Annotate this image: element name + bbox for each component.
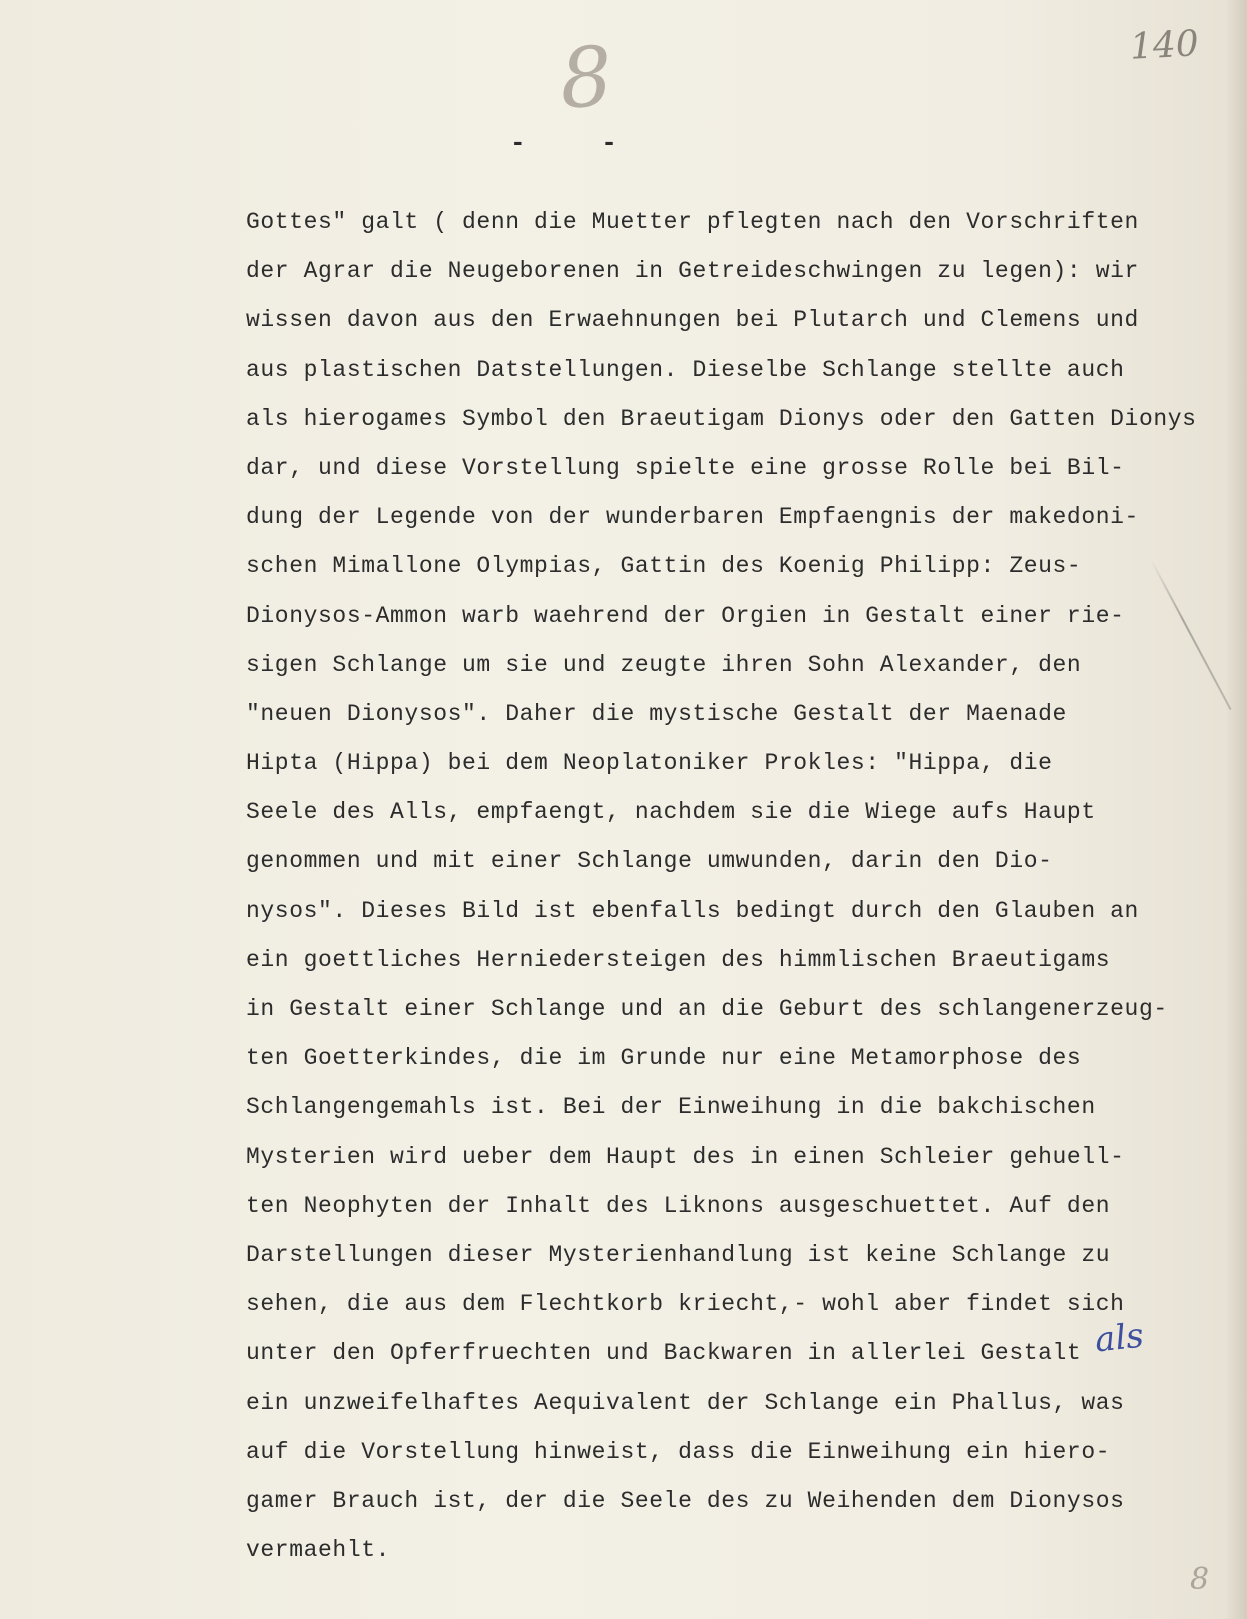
text-line: schen Mimallone Olympias, Gattin des Koenig Philipp: Zeus- bbox=[246, 553, 1082, 580]
text-line: vermaehlt. bbox=[246, 1537, 391, 1564]
text-line: aus plastischen Datstellungen. Dieselbe Schlange stellte auch bbox=[246, 356, 1125, 383]
pencil-bottom-mark: 8 bbox=[1190, 1562, 1210, 1597]
text-line: ein unzweifelhaftes Aequivalent der Schlange ein Phallus, was bbox=[246, 1389, 1125, 1416]
text-line: dar, und diese Vorstellung spielte eine grosse Rolle bei Bil- bbox=[246, 454, 1125, 481]
text-line: Dionysos-Ammon warb waehrend der Orgien in Gestalt einer rie- bbox=[246, 602, 1125, 629]
text-line: Schlangengemahls ist. Bei der Einweihung in die bakchischen bbox=[246, 1094, 1096, 1121]
text-line: ein goettliches Herniedersteigen des himmlischen Braeutigams bbox=[246, 946, 1111, 973]
text-line: "neuen Dionysos". Daher die mystische Gestalt der Maenade bbox=[246, 700, 1067, 727]
text-line: sehen, die aus dem Flechtkorb kriecht,- wohl aber findet sich bbox=[246, 1291, 1125, 1318]
pencil-page-mark: 8 bbox=[556, 29, 616, 128]
text-line: unter den Opferfruechten und Backwaren in allerlei Gestalt bbox=[246, 1340, 1082, 1367]
text-line: wissen davon aus den Erwaehnungen bei Plutarch und Clemens und bbox=[246, 307, 1139, 334]
text-line: gamer Brauch ist, der die Seele des zu Weihenden dem Dionysos bbox=[246, 1487, 1125, 1514]
text-line: dung der Legende von der wunderbaren Empfaengnis der makedoni- bbox=[246, 504, 1139, 531]
text-line: in Gestalt einer Schlange und an die Geburt des schlangenerzeug- bbox=[246, 996, 1168, 1022]
text-line: genommen und mit einer Schlange umwunden, darin den Dio- bbox=[246, 848, 1053, 875]
folio-number: 140 bbox=[1128, 23, 1200, 68]
typed-page-number: - - bbox=[510, 128, 647, 158]
handwritten-insert: als bbox=[1093, 1315, 1146, 1361]
text-line: Seele des Alls, empfaengt, nachdem sie die Wiege aufs Haupt bbox=[246, 799, 1096, 826]
typewritten-body bbox=[246, 198, 1236, 1575]
text-line: Darstellungen dieser Mysterienhandlung ist keine Schlange zu bbox=[246, 1241, 1111, 1268]
text-line: ten Neophyten der Inhalt des Liknons ausgeschuettet. Auf den bbox=[246, 1192, 1111, 1219]
text-line: der Agrar die Neugeborenen in Getreideschwingen zu legen): wir bbox=[246, 258, 1139, 285]
text-line: als hierogames Symbol den Braeutigam Dionys oder den Gatten Dionys bbox=[246, 405, 1197, 432]
text-line: Mysterien wird ueber dem Haupt des in einen Schleier gehuell- bbox=[246, 1143, 1125, 1170]
text-line: Gottes" galt ( denn die Muetter pflegten nach den Vorschriften bbox=[246, 209, 1139, 235]
text-line: auf die Vorstellung hinweist, dass die Einweihung ein hiero- bbox=[246, 1438, 1111, 1465]
text-line: sigen Schlange um sie und zeugte ihren Sohn Alexander, den bbox=[246, 651, 1082, 678]
text-line: Hipta (Hippa) bei dem Neoplatoniker Prokles: "Hippa, die bbox=[246, 750, 1053, 777]
text-line: nysos". Dieses Bild ist ebenfalls bedingt durch den Glauben an bbox=[246, 897, 1139, 924]
text-line: ten Goetterkindes, die im Grunde nur eine Metamorphose des bbox=[246, 1045, 1082, 1072]
